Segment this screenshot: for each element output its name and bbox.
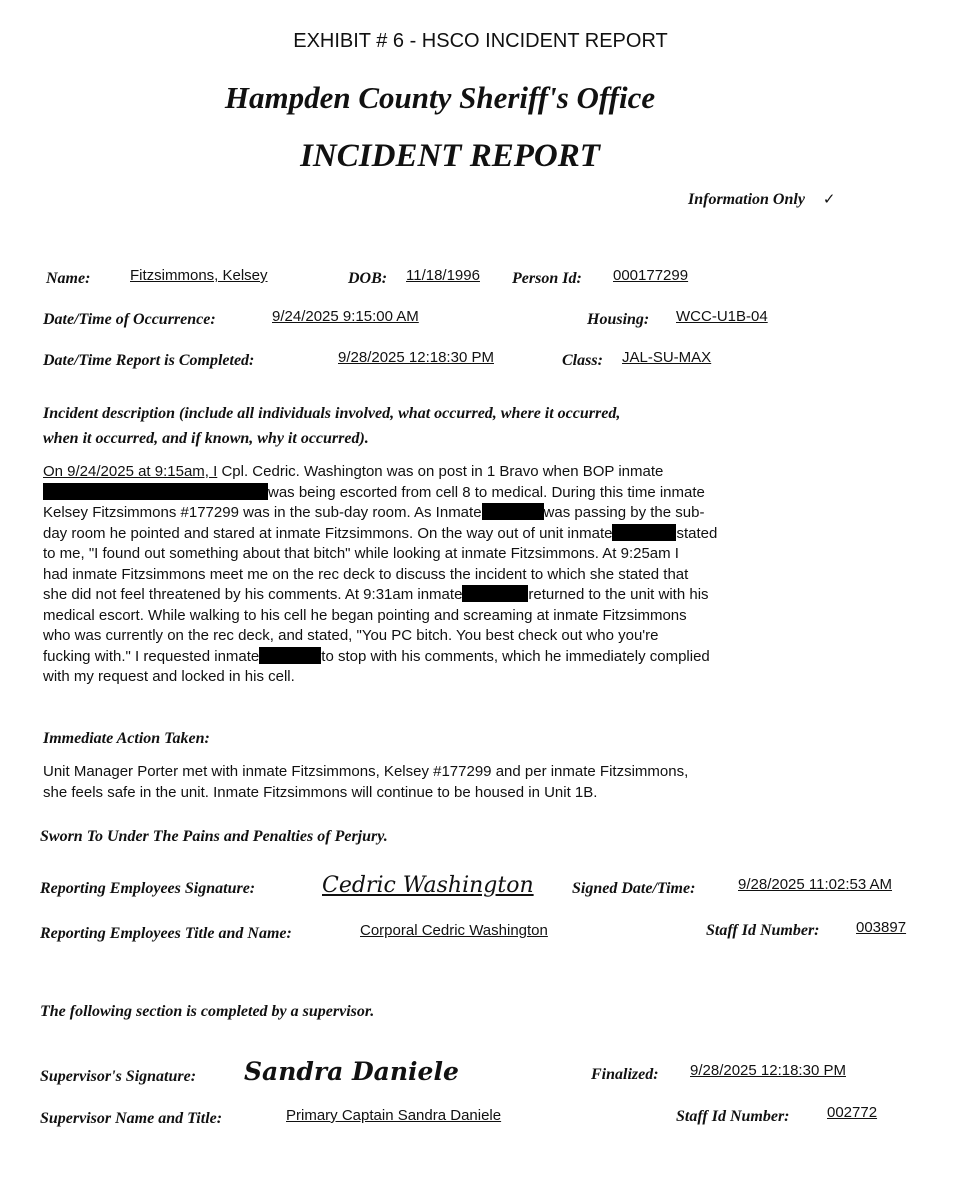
supervisor-section-note: The following section is completed by a supervisor. (40, 1003, 375, 1020)
narrative-segment: fucking with." I requested inmate (43, 647, 260, 665)
redaction-bar (259, 647, 321, 664)
incident-heading-line2: when it occurred, and if known, why it occurred). (43, 430, 369, 447)
reporting-signature-label: Reporting Employees Signature: (40, 880, 256, 897)
narrative-segment: to stop with his comments, which he immediately complied (321, 647, 710, 665)
information-only-label: Information Only (688, 191, 805, 208)
dob-value: 11/18/1996 (406, 267, 480, 284)
redaction-bar (612, 524, 676, 541)
completed-label: Date/Time Report is Completed: (43, 352, 255, 369)
sworn-statement: Sworn To Under The Pains and Penalties of Perjury. (40, 828, 388, 845)
finalized-value: 9/28/2025 12:18:30 PM (690, 1062, 846, 1079)
name-value: Fitzsimmons, Kelsey (130, 267, 268, 284)
report-title: INCIDENT REPORT (300, 138, 600, 174)
class-label: Class: (562, 352, 603, 369)
org-title: Hampden County Sheriff's Office (224, 80, 656, 115)
person-id-label: Person Id: (512, 270, 582, 287)
occurrence-label: Date/Time of Occurrence: (43, 311, 216, 328)
supervisor-signature: Sandra Daniele (244, 1057, 459, 1086)
narrative-segment: Kelsey Fitzsimmons #177299 was in the sub-day room. As Inmate (43, 504, 482, 521)
signed-datetime-label: Signed Date/Time: (572, 880, 696, 897)
narrative-line (43, 483, 843, 504)
class-value: JAL-SU-MAX (622, 349, 712, 366)
supervisor-name-value: Primary Captain Sandra Daniele (286, 1107, 502, 1124)
narrative-line (43, 503, 843, 524)
narrative-segment: On 9/24/2025 at 9:15am, I (43, 463, 218, 480)
narrative-segment: day room he pointed and stared at inmate Fitzsimmons. On the way out of unit inmate (43, 524, 613, 542)
narrative-segment: was passing by the sub- (543, 504, 705, 521)
narrative-segment: Cpl. Cedric. Washington was on post in 1 Bravo when BOP inmate (217, 463, 664, 480)
narrative-line (43, 647, 843, 668)
reporting-staff-id-label: Staff Id Number: (706, 922, 820, 939)
narrative-line: to me, "I found out something about that bitch" while looking at inmate Fitzsimmons. At 9:25am I (43, 545, 679, 562)
narrative-line: medical escort. While walking to his cell he began pointing and screaming at inmate Fitzsimmons (43, 606, 687, 624)
dob-label: DOB: (348, 270, 388, 287)
action-heading: Immediate Action Taken: (43, 730, 210, 747)
incident-narrative (43, 462, 843, 688)
narrative-segment: was being escorted from cell 8 to medical. During this time inmate (268, 483, 705, 501)
name-label: Name: (46, 270, 91, 287)
narrative-segment: stated (676, 524, 718, 542)
redaction-bar (43, 483, 268, 500)
narrative-segment: she did not feel threatened by his comments. At 9:31am inmate (43, 586, 463, 603)
narrative-segment: returned to the unit with his (528, 586, 709, 603)
signed-datetime-value: 9/28/2025 11:02:53 AM (738, 876, 893, 893)
finalized-label: Finalized: (591, 1066, 659, 1083)
redaction-bar (482, 503, 544, 520)
supervisor-name-label: Supervisor Name and Title: (40, 1110, 223, 1127)
action-line: she feels safe in the unit. Inmate Fitzsimmons will continue to be housed in Unit 1B. (43, 783, 598, 801)
narrative-line (43, 524, 843, 545)
reporting-title-value: Corporal Cedric Washington (360, 922, 548, 939)
supervisor-signature-label: Supervisor's Signature: (40, 1068, 197, 1085)
person-id-value: 000177299 (613, 267, 689, 284)
action-text (43, 762, 843, 803)
check-icon: ✓ (822, 191, 836, 208)
reporting-staff-id-value: 003897 (856, 919, 907, 936)
incident-heading-line1: Incident description (include all individuals involved, what occurred, where it occurred, (43, 405, 621, 422)
narrative-line: with my request and locked in his cell. (43, 668, 295, 685)
supervisor-staff-id-label: Staff Id Number: (676, 1108, 790, 1125)
narrative-line (43, 462, 843, 483)
housing-value: WCC-U1B-04 (676, 308, 768, 325)
information-only (688, 190, 836, 209)
reporting-title-label: Reporting Employees Title and Name: (40, 925, 292, 942)
reporting-signature: Cedric Washington (322, 873, 534, 898)
action-line: Unit Manager Porter met with inmate Fitzsimmons, Kelsey #177299 and per inmate Fitzsimmons, (43, 763, 689, 780)
exhibit-title: EXHIBIT # 6 - HSCO INCIDENT REPORT (293, 30, 668, 52)
completed-value: 9/28/2025 12:18:30 PM (338, 349, 494, 366)
supervisor-staff-id-value: 002772 (827, 1104, 878, 1121)
narrative-line: who was currently on the rec deck, and stated, "You PC bitch. You best check out who you're (43, 627, 659, 644)
housing-label: Housing: (587, 311, 650, 328)
redaction-bar (462, 585, 528, 602)
narrative-line (43, 585, 843, 606)
occurrence-value: 9/24/2025 9:15:00 AM (272, 308, 419, 325)
narrative-line: had inmate Fitzsimmons meet me on the rec deck to discuss the incident to which she stated that (43, 565, 689, 583)
